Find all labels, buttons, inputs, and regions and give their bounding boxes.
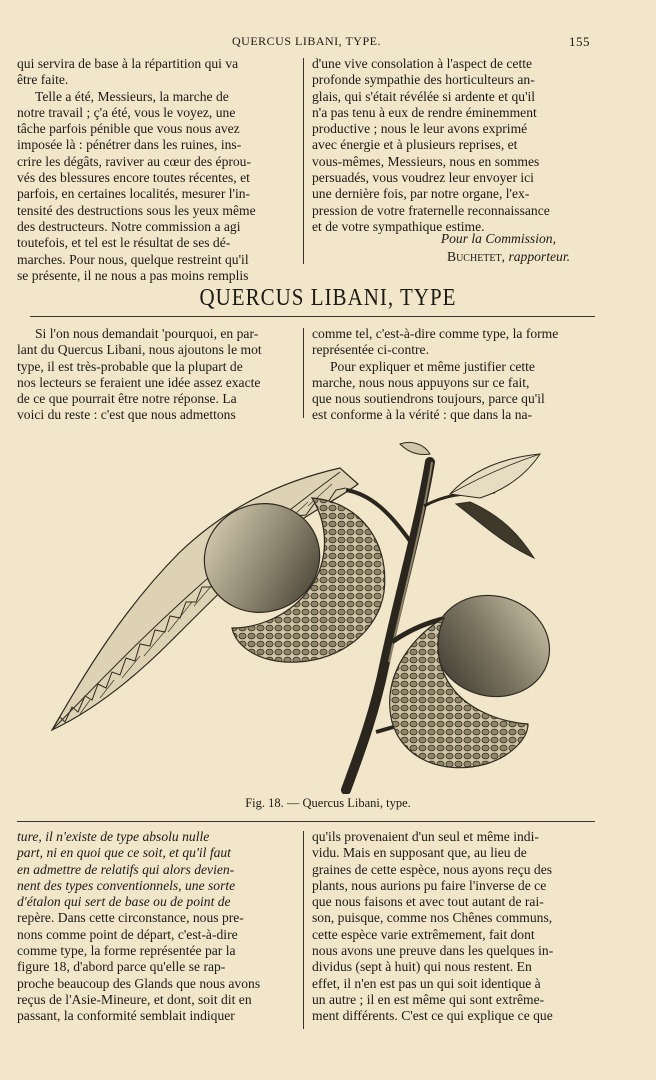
text-line: une dernière fois, par notre organe, l'ex- [312, 186, 530, 202]
signature-name: Buchetet [447, 249, 502, 264]
signature-line [312, 231, 556, 247]
text-line: nons comme point de départ, c'est-à-dire [17, 926, 238, 942]
text-line: Si l'on nous demandait 'pourquoi, en par- [35, 326, 259, 341]
column-divider [303, 58, 304, 264]
text-line: de ce que pourrait être notre réponse. La [17, 391, 237, 407]
mid-left-column [17, 326, 296, 424]
text-line: toutefois, et tel est le résultat de ses dé- [17, 235, 231, 251]
running-head [0, 34, 656, 50]
text-line: d'étalon qui sert de base ou de point de [17, 894, 231, 910]
text-line: et de votre sympathique estime. [312, 218, 485, 234]
text-line: avec énergie et à plusieurs reprises, et [312, 137, 518, 153]
page-number: 155 [569, 34, 590, 49]
text-line: effet, il n'en est pas un qui soit identique à [312, 975, 541, 991]
running-title: QUERCUS LIBANI, TYPE. [232, 34, 381, 48]
text-line: vidu. Mais en supposant que, au lieu de [312, 845, 527, 861]
text-line: nos lecteurs se feraient une idée assez exacte [17, 374, 261, 390]
column-divider [303, 831, 304, 1029]
text-line: ture, il n'existe de type absolu nulle [17, 829, 210, 844]
text-line: en admettre de relatifs qui alors devien- [17, 861, 235, 877]
text-line: pression de votre fraternelle reconnaissance [312, 202, 550, 218]
text-line: notre travail ; ç'a été, vous le voyez, une [17, 104, 236, 120]
text-line: passant, la conformité semblait indiquer [17, 1008, 235, 1024]
text-line: marche, nous nous appuyons sur ce fait, [312, 374, 530, 390]
text-line: cette espèce varie extrêmement, fait dont [312, 926, 535, 942]
text-line: des destructeurs. Notre commission a agi [17, 218, 241, 234]
text-line: nent des types conventionnels, une sorte [17, 877, 236, 893]
text-line: reçus de l'Asie-Mineure, et dont, soit dit en [17, 991, 252, 1007]
column-divider [303, 328, 304, 418]
text-line: qu'ils provenaient d'un seul et même indi- [312, 829, 539, 844]
text-line: que nous soutiendrons toujours, parce qu'il [312, 391, 545, 407]
text-line: marches. Pour nous, quelque restreint qu'il [17, 251, 249, 267]
text-line: ment différents. C'est ce qui explique ce que [312, 1008, 553, 1024]
text-line: figure 18, d'abord parce qu'elle se rap- [17, 959, 226, 975]
text-line: vous-mêmes, Messieurs, nous en sommes [312, 153, 540, 169]
text-line: dividus (sept à huit) qui nous restent. En [312, 959, 532, 975]
text-line: profonde sympathie des horticulteurs an- [312, 72, 535, 88]
text-line: lant du Quercus Libani, nous ajoutons le mot [17, 342, 262, 358]
text-line: représentée ci-contre. [312, 342, 429, 358]
text-line: glais, qui s'était révélée si ardente et qu'il [312, 88, 536, 104]
text-line: repère. Dans cette circonstance, nous pre- [17, 910, 244, 926]
text-line: comme tel, c'est-à-dire comme type, la forme [312, 326, 559, 341]
acorn-branch-illustration [40, 432, 600, 794]
figure-caption: Fig. 18. — Quercus Libani, type. [245, 796, 411, 810]
text-line: Telle a été, Messieurs, la marche de [35, 88, 229, 104]
acorn-left [190, 489, 385, 662]
text-line: un autre ; il en est même qui sont extrême- [312, 991, 545, 1007]
top-left-column [17, 56, 296, 284]
text-line: graines de cette espèce, nous ayons reçu des [312, 861, 553, 877]
bottom-left-column [17, 829, 296, 1025]
text-line: type, il est très-probable que la plupart de [17, 358, 243, 374]
bottom-right-column [312, 829, 590, 1025]
text-line: est conforme à la vérité : que dans la na- [312, 407, 533, 423]
text-line: vés des blessures encore toutes récentes, et [17, 170, 250, 186]
text-line: voici du reste : c'est que nous admettons [17, 407, 236, 423]
text-line: imposée là : pénétrer dans les ruines, ins- [17, 137, 242, 153]
text-line: Pour expliquer et même justifier cette [330, 358, 535, 374]
acorn-right [390, 583, 561, 768]
mid-right-column [312, 326, 590, 424]
signature-block: Buchetet, rapporteur. [447, 249, 570, 264]
text-line: son, puisque, comme nos Chênes communs, [312, 910, 553, 926]
text-line: tâche parfois pénible que vous nous avez [17, 121, 240, 137]
text-line: crire les dégâts, raviver au cœur des éprou- [17, 153, 252, 169]
signature-role: rapporteur. [508, 249, 570, 264]
section-title: QUERCUS LIBANI, TYPE [199, 283, 457, 311]
text-line: comme type, la forme représentée par la [17, 943, 236, 959]
text-line: nous avons une preuve dans les quelques in- [312, 943, 554, 959]
top-right-column [312, 56, 590, 235]
text-line: qui servira de base à la répartition qui va [17, 56, 239, 71]
caption-rule [17, 821, 595, 822]
text-line: parfois, en certaines localités, mesurer l'in- [17, 186, 251, 202]
text-line: se présente, il ne nous a pas moins remplis [17, 267, 249, 283]
title-rule [30, 316, 595, 317]
text-line: d'une vive consolation à l'aspect de cette [312, 56, 533, 71]
signature-commission: Pour la Commission, [440, 231, 556, 246]
text-line: n'a pas tenu à eux de rendre éminemment [312, 104, 537, 120]
text-line: proche beaucoup des Glands que nous avons [17, 975, 261, 991]
text-line: plants, nous aurions pu faire l'inverse de ce [312, 877, 547, 893]
text-line: être faite. [17, 72, 69, 88]
text-line: tensité des destructions sous les yeux même [17, 202, 256, 218]
text-line: part, ni en quoi que ce soit, et qu'il faut [17, 845, 231, 861]
text-line: que nous faisons et avec tout autant de rai- [312, 894, 544, 910]
text-line: persuadés, vous voudrez leur envoyer ici [312, 170, 534, 186]
text-line: productive ; nous le leur avons exprimé [312, 121, 528, 137]
